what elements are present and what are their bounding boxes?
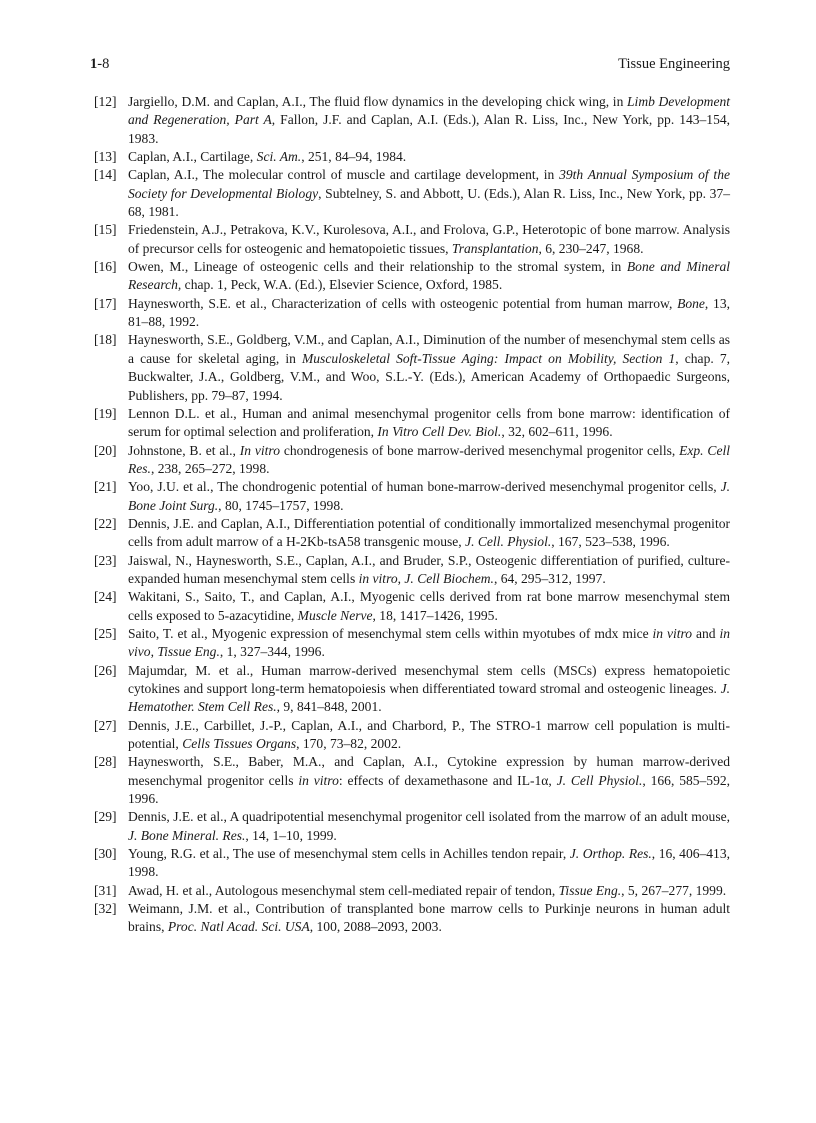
reference-segment: Friedenstein, A.J., Petrakova, K.V., Kurolesova, A.I., and Frolova, G.P., Heterotopic of bone marrow. Analysis of precursor cells for osteogenic and hematopoietic tissues, (128, 222, 730, 256)
reference-item (94, 258, 730, 295)
reference-italic-segment: In vitro (239, 442, 280, 458)
reference-text (128, 718, 730, 751)
reference-number: [15] (94, 222, 117, 238)
reference-segment: : effects of dexamethasone and IL-1α, (338, 772, 557, 788)
reference-segment: Jaiswal, N., Haynesworth, S.E., Caplan, A.I., and Bruder, S.P., Osteogenic differentiation of purified, culture-expanded human mesenchymal stem cells (128, 552, 730, 586)
reference-italic-segment: J. Bone Mineral. Res. (128, 827, 246, 843)
reference-text (128, 663, 730, 715)
reference-number: [12] (94, 94, 117, 109)
reference-segment: , Subtelney, S. and Abbott, U. (Eds.), Alan R. Liss, Inc., New York, pp. 37–68, 1981. (128, 185, 730, 220)
reference-segment: , (150, 644, 158, 660)
reference-segment: , 6, 230–247, 1968. (538, 240, 644, 256)
reference-italic-segment: Exp. Cell Res. (128, 442, 730, 476)
reference-text (128, 589, 730, 622)
reference-number: [32] (94, 901, 117, 917)
reference-italic-segment: Cells Tissues Organs (182, 736, 297, 752)
reference-number: [27] (94, 717, 117, 733)
reference-italic-segment: In Vitro Cell Dev. Biol. (377, 424, 502, 440)
reference-segment: and (692, 625, 720, 641)
reference-segment: , Fallon, J.F. and Caplan, A.I. (Eds.), Alan R. Liss, Inc., New York, pp. 143–154, 1983. (128, 112, 730, 146)
reference-segment: , (397, 570, 405, 586)
reference-item (94, 478, 730, 515)
reference-item (94, 662, 730, 717)
reference-segment: , 170, 73–82, 2002. (296, 736, 402, 752)
reference-number: [29] (94, 809, 117, 825)
reference-text (128, 846, 730, 879)
reference-segment: , 32, 602–611, 1996. (501, 424, 613, 440)
reference-segment: Johnstone, B. et al., (128, 442, 240, 458)
reference-italic-segment: Limb Development and Regeneration, Part A (128, 94, 730, 128)
reference-text (128, 754, 730, 806)
reference-segment: Haynesworth, S.E. et al., Characterization of cells with osteogenic potential from human marrow, (128, 295, 678, 311)
reference-italic-segment: Bone and Mineral Research, (128, 259, 730, 293)
reference-italic-segment: Tissue Eng. (157, 644, 220, 660)
reference-item (94, 442, 730, 479)
reference-item (94, 625, 730, 662)
reference-number: [19] (94, 405, 117, 421)
reference-segment: , 1, 327–344, 1996. (219, 644, 325, 660)
reference-item (94, 588, 730, 625)
reference-segment: , 14, 1–10, 1999. (245, 827, 337, 843)
reference-number: [18] (94, 332, 117, 348)
reference-italic-segment: J. Cell Biochem. (404, 570, 494, 586)
reference-segment: Haynesworth, S.E., Goldberg, V.M., and Caplan, A.I., Diminution of the number of mesenchymal stem cells as a cause for skeletal aging, in (128, 332, 730, 366)
reference-italic-segment: Muscle Nerve (297, 607, 373, 623)
reference-list (94, 93, 730, 937)
reference-italic-segment: 39th Annual Symposium of the Society for Developmental Biology (128, 167, 730, 201)
reference-segment: chondrogenesis of bone marrow-derived mesenchymal progenitor cells, (279, 442, 680, 458)
reference-number: [16] (94, 259, 117, 275)
reference-italic-segment: Proc. Natl Acad. Sci. USA (167, 919, 310, 935)
reference-segment: , chap. 7, Buckwalter, J.A., Goldberg, V.M., and Woo, S.L.-Y. (Eds.), American Academy of Orthopaedic Surgeons, Publishers, pp. 79–87, 1994. (128, 350, 731, 403)
reference-segment: Awad, H. et al., Autologous mesenchymal stem cell-mediated repair of tendon, (128, 882, 559, 898)
reference-segment: Yoo, J.U. et al., The chondrogenic potential of human bone-marrow-derived mesenchymal progenitor cells, (128, 479, 721, 495)
reference-item (94, 717, 730, 754)
reference-segment: , 18, 1417–1426, 1995. (372, 607, 498, 623)
reference-text (128, 406, 730, 439)
reference-segment: Young, R.G. et al., The use of mesenchymal stem cells in Achilles tendon repair, (128, 846, 570, 862)
reference-italic-segment: J. Orthop. Res. (569, 846, 652, 862)
reference-text (128, 553, 730, 586)
reference-italic-segment: in vitro (358, 570, 398, 586)
reference-text (128, 94, 730, 146)
reference-number: [30] (94, 846, 117, 862)
reference-text (128, 809, 730, 842)
reference-segment: , 5, 267–277, 1999. (621, 882, 727, 898)
reference-number: [23] (94, 552, 117, 568)
reference-segment: , 64, 295–312, 1997. (493, 570, 606, 586)
reference-text (128, 167, 730, 219)
reference-text (128, 332, 730, 402)
reference-segment: , 166, 585–592, 1996. (128, 772, 730, 807)
running-header (90, 55, 730, 73)
reference-text (128, 259, 730, 292)
reference-number: [21] (94, 479, 117, 495)
reference-item (94, 808, 730, 845)
reference-italic-segment: Tissue Eng. (558, 882, 622, 898)
reference-number: [28] (94, 754, 117, 770)
reference-italic-segment: J. Cell Physiol. (556, 772, 643, 788)
reference-segment: , 100, 2088–2093, 2003. (309, 919, 442, 935)
reference-item (94, 221, 730, 258)
reference-text (128, 479, 730, 512)
page-number (90, 55, 109, 73)
reference-segment: Weimann, J.M. et al., Contribution of transplanted bone marrow cells to Purkinje neurons in human adult brains, (128, 901, 730, 935)
reference-text (128, 149, 406, 164)
reference-segment: Owen, M., Lineage of osteogenic cells and their relationship to the stromal system, in (128, 259, 627, 275)
reference-text (128, 901, 730, 934)
reference-number: [22] (94, 515, 117, 531)
reference-number: [24] (94, 589, 117, 605)
reference-segment: , 13, 81–88, 1992. (128, 295, 730, 330)
reference-italic-segment: Bone (677, 295, 705, 311)
reference-item (94, 295, 730, 332)
reference-italic-segment: in vitro (298, 772, 339, 788)
reference-number: [14] (94, 167, 117, 183)
reference-segment: , 167, 523–538, 1996. (551, 534, 670, 550)
reference-item (94, 166, 730, 221)
reference-item (94, 882, 730, 900)
reference-number: [26] (94, 662, 117, 678)
reference-italic-segment: in vitro (652, 625, 693, 641)
reference-number: [17] (94, 295, 117, 311)
reference-item (94, 148, 730, 166)
reference-segment: Caplan, A.I., Cartilage, (128, 149, 257, 165)
reference-segment: Majumdar, M. et al., Human marrow-derived mesenchymal stem cells (MSCs) express hematopoietic cytokines and support long-term hematopoiesis when differentiated toward stromal and osteogenic lineages. (128, 662, 730, 696)
reference-italic-segment: Sci. Am. (256, 149, 302, 165)
reference-item (94, 552, 730, 589)
reference-item (94, 405, 730, 442)
reference-segment: Saito, T. et al., Myogenic expression of mesenchymal stem cells within myotubes of mdx mice (128, 625, 653, 641)
book-title: Tissue Engineering (618, 56, 730, 72)
reference-italic-segment: Transplantation (451, 240, 539, 256)
reference-item (94, 753, 730, 808)
reference-text (128, 443, 730, 476)
reference-segment: Dennis, J.E. and Caplan, A.I., Differentiation potential of conditionally immortalized mesenchymal progenitor cells from adult marrow of a H-2Kb-tsA58 transgenic mouse, (128, 515, 730, 550)
reference-item (94, 515, 730, 552)
reference-text (128, 222, 730, 255)
reference-segment: , 16, 406–413, 1998. (128, 846, 730, 880)
reference-segment: Jargiello, D.M. and Caplan, A.I., The fluid flow dynamics in the developing chick wing, in (128, 94, 628, 109)
reference-number: [31] (94, 882, 117, 898)
reference-segment: chap. 1, Peck, W.A. (Ed.), Elsevier Science, Oxford, 1985. (181, 277, 503, 293)
reference-number: [20] (94, 442, 117, 458)
reference-segment: Caplan, A.I., The molecular control of muscle and cartilage development, in (128, 167, 560, 183)
reference-segment: Haynesworth, S.E., Baber, M.A., and Caplan, A.I., Cytokine expression by human marrow-derived mesenchymal progenitor cells (128, 754, 730, 788)
reference-item (94, 331, 730, 404)
reference-text (128, 626, 730, 659)
reference-italic-segment: J. Cell. Physiol. (465, 534, 552, 550)
reference-item (94, 900, 730, 937)
reference-segment: , 238, 265–272, 1998. (150, 460, 270, 476)
reference-segment: , 9, 841–848, 2001. (276, 699, 382, 715)
reference-number: [13] (94, 149, 117, 165)
reference-italic-segment: in vivo (128, 625, 730, 660)
reference-item (94, 845, 730, 882)
reference-segment: , 251, 84–94, 1984. (301, 149, 407, 165)
reference-text (128, 883, 726, 898)
reference-segment: Dennis, J.E. et al., A quadripotential mesenchymal progenitor cell isolated from the marrow of an adult mouse, (128, 809, 730, 825)
chapter-number: 1 (90, 56, 98, 72)
page-number-rest: -8 (97, 56, 110, 72)
reference-segment: Wakitani, S., Saito, T., and Caplan, A.I., Myogenic cells derived from rat bone marrow mesenchymal stem cells exposed to 5-azacytidine, (128, 589, 730, 623)
reference-italic-segment: Musculoskeletal Soft-Tissue Aging: Impact on Mobility, Section 1 (301, 350, 676, 366)
reference-italic-segment: J. Bone Joint Surg. (128, 479, 730, 513)
reference-text (128, 296, 730, 329)
reference-segment: , 80, 1745–1757, 1998. (218, 497, 344, 513)
reference-text (128, 516, 730, 549)
reference-italic-segment: J. Hematother. Stem Cell Res. (128, 681, 730, 715)
reference-item (94, 93, 730, 148)
reference-segment: Dennis, J.E., Carbillet, J.-P., Caplan, A.I., and Charbord, P., The STRO-1 marrow cell population is multi-potential, (128, 717, 730, 752)
reference-segment: Lennon D.L. et al., Human and animal mesenchymal progenitor cells from bone marrow: identification of serum for optimal selection and proliferation, (128, 405, 730, 440)
reference-number: [25] (94, 625, 117, 641)
